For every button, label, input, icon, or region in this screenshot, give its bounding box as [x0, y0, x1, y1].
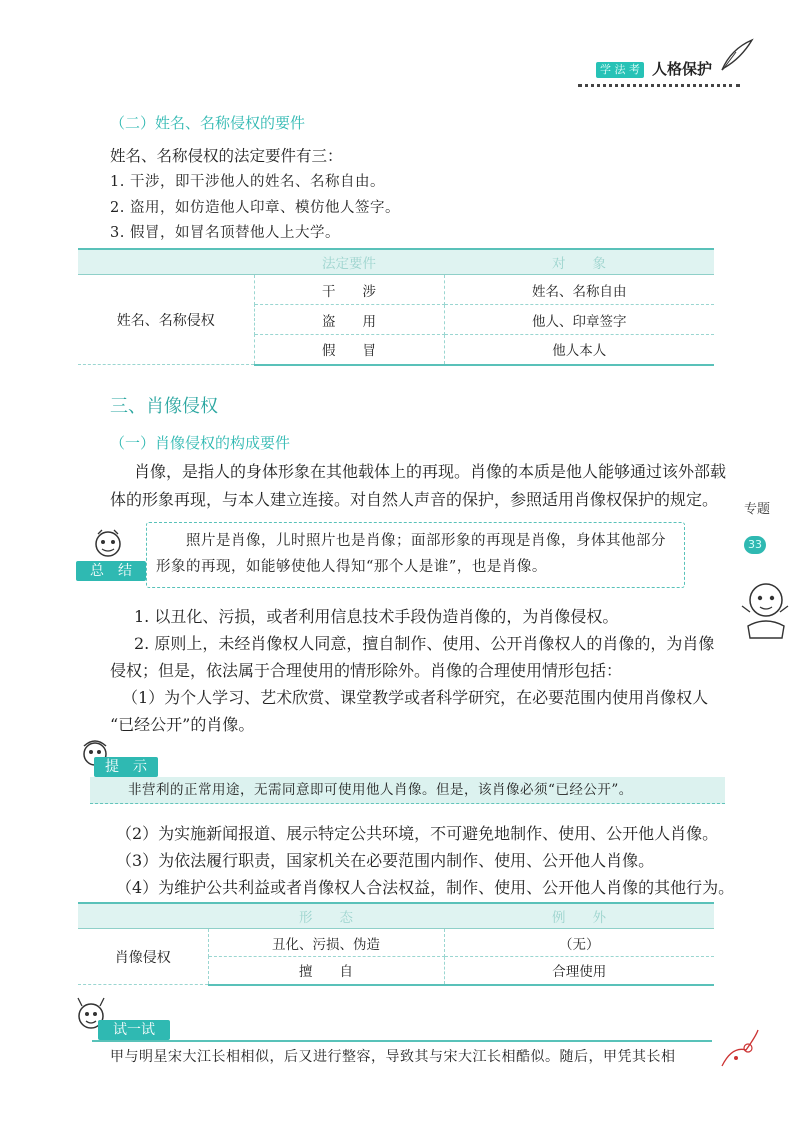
tip-text: 非营利的正常用途，无需同意即可使用他人肖像。但是，该肖像必须“已经公开”。: [128, 782, 633, 798]
try-text: 甲与明星宋大江长相相似，后又进行整容，导致其与宋大江长相酷似。随后，甲凭其长相: [110, 1049, 676, 1065]
summary-label: 总 结: [76, 561, 146, 581]
table-cell: 合理使用: [444, 957, 714, 985]
table-header-blank: [78, 249, 254, 275]
table-cell: 姓名、名称自由: [444, 275, 714, 305]
header-title: 人格保护: [652, 60, 713, 78]
portrait-violation-table: [78, 902, 714, 986]
table-header: 法定要件: [254, 249, 444, 275]
cartoon-side-character-icon: [738, 576, 792, 642]
table-header: 形 态: [208, 903, 444, 929]
table-row-label: 肖像侵权: [78, 929, 208, 985]
side-tab-label: 专题: [744, 502, 771, 517]
table-cell: 他人本人: [444, 335, 714, 365]
table-cell: 他人、印章签字: [444, 305, 714, 335]
table-cell: 擅 自: [208, 957, 444, 985]
rule-line: （1）为个人学习、艺术欣赏、课堂教学或者科学研究，在必要范围内使用肖像权人: [122, 688, 709, 707]
name-violation-item: 2. 盗用，如仿造他人印章、模仿他人签字。: [110, 200, 400, 216]
name-violation-item: 3. 假冒，如冒名顶替他人上大学。: [110, 225, 340, 241]
header-tag: 学 法 考: [596, 62, 644, 78]
table-cell: 丑化、污损、伪造: [208, 929, 444, 957]
rule-line: 1. 以丑化、污损，或者利用信息技术手段伪造肖像的，为肖像侵权。: [134, 607, 619, 626]
feather-icon: [716, 36, 756, 76]
table-cell: （无）: [444, 929, 714, 957]
table-cell: 干 涉: [254, 275, 444, 305]
rule-line: 2. 原则上，未经肖像权人同意，擅自制作、使用、公开肖像权人的肖像的，为肖像: [134, 634, 715, 653]
portrait-paragraph-line: 体的形象再现，与本人建立连接。对自然人声音的保护，参照适用肖像权保护的规定。: [110, 490, 719, 509]
use-line: （4）为维护公共利益或者肖像权人合法权益，制作、使用、公开他人肖像的其他行为。: [116, 878, 735, 897]
use-line: （2）为实施新闻报道、展示特定公共环境，不可避免地制作、使用、公开他人肖像。: [116, 824, 719, 843]
summary-line: 照片是肖像，儿时照片也是肖像；面部形象的再现是肖像，身体其他部分: [186, 533, 666, 549]
summary-line: 形象的再现，如能够使他人得知“那个人是谁”，也是肖像。: [156, 559, 547, 575]
table-header: 例 外: [444, 903, 714, 929]
section-heading-portrait: 三、肖像侵权: [110, 396, 218, 417]
side-tab-number: 33: [744, 536, 766, 554]
table-header-blank: [78, 903, 208, 929]
rule-line: 侵权；但是，依法属于合理使用的情形除外。肖像的合理使用情形包括：: [110, 661, 623, 680]
name-violation-item: 1. 干涉，即干涉他人的姓名、名称自由。: [110, 174, 385, 190]
table-row-label: 姓名、名称侵权: [78, 275, 254, 365]
try-label: 试一试: [98, 1020, 170, 1040]
table-cell: 假 冒: [254, 335, 444, 365]
rule-line: “已经公开”的肖像。: [110, 715, 255, 734]
name-violation-table: [78, 248, 714, 366]
portrait-subheading: （一）肖像侵权的构成要件: [110, 434, 291, 452]
table-header: 对 象: [444, 249, 714, 275]
tip-label: 提 示: [94, 757, 158, 777]
try-divider: [92, 1040, 712, 1042]
header-divider: [578, 84, 740, 87]
portrait-paragraph-line: 肖像，是指人的身体形象在其他载体上的再现。肖像的本质是他人能够通过该外部载: [134, 462, 727, 481]
use-line: （3）为依法履行职责，国家机关在必要范围内制作、使用、公开他人肖像。: [116, 851, 655, 870]
decorative-flower-icon: [716, 1026, 762, 1074]
name-violation-heading: （二）姓名、名称侵权的要件: [110, 114, 306, 132]
name-violation-intro: 姓名、名称侵权的法定要件有三：: [110, 147, 343, 165]
table-cell: 盗 用: [254, 305, 444, 335]
cartoon-character-icon: [90, 528, 126, 562]
